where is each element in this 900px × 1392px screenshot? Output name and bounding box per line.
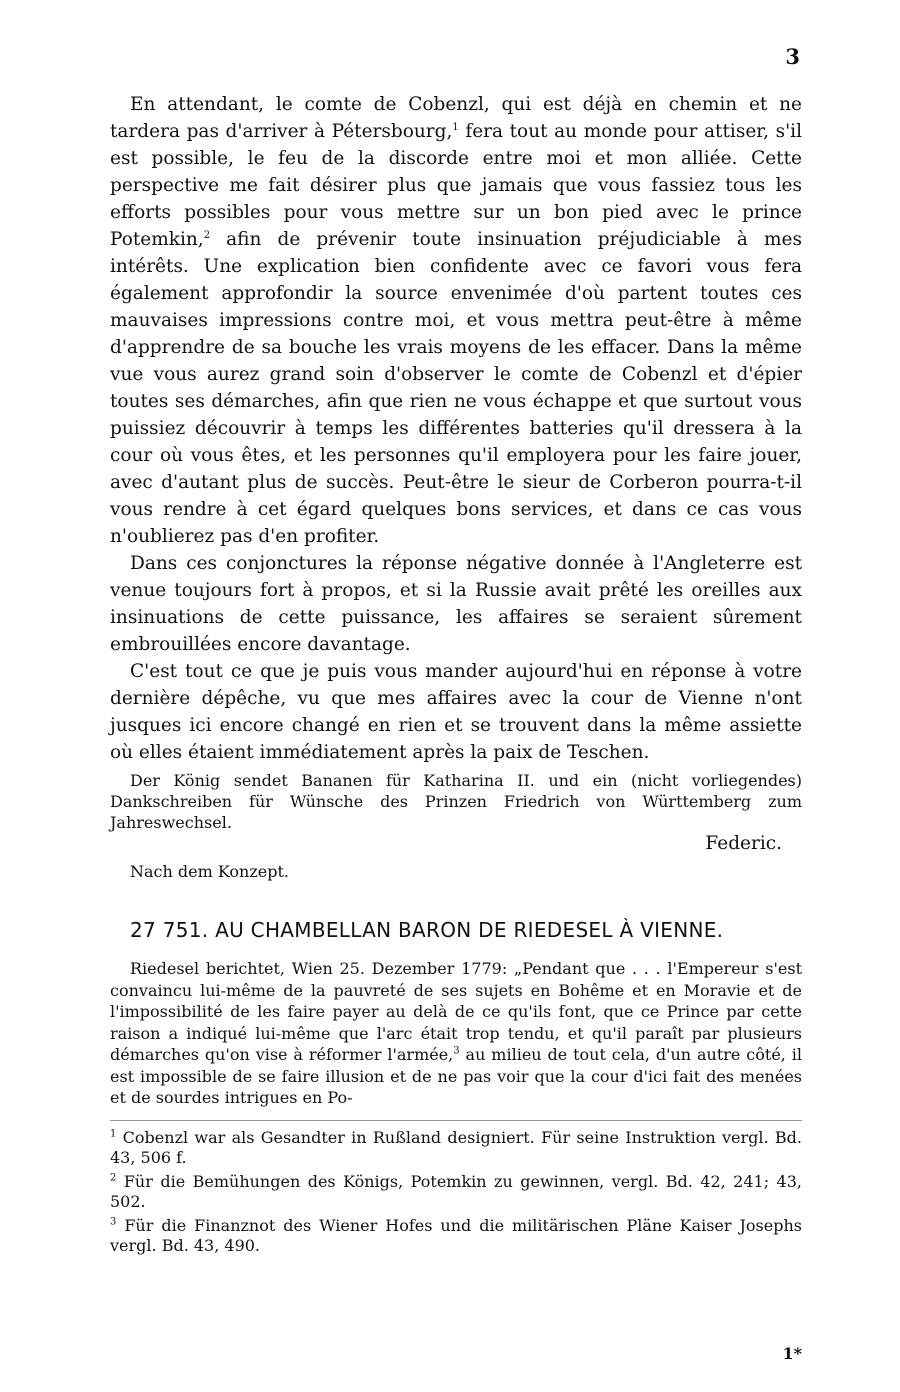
footnote-number: 2	[110, 1172, 117, 1184]
excerpt-paragraph	[110, 958, 802, 1109]
footnote-number: 3	[110, 1216, 117, 1228]
footnote-reference[interactable]: 1	[452, 121, 459, 133]
source-note: Nach dem Konzept.	[130, 862, 289, 881]
footnote-text: Für die Bemühungen des Königs, Potemkin zu gewinnen, vergl. Bd. 42, 241; 43, 502.	[110, 1172, 802, 1211]
paragraph-text: Dans ces conjonctures la réponse négative donnée à l'Angleterre est venue toujours fort à propos, et si la Russie avait prêté les oreilles aux insinuations de cette puissance, les affaires se seraient sûrement embrouillées encore davantage.	[110, 553, 802, 655]
printer-signature-mark: 1*	[782, 1344, 802, 1363]
footnote	[110, 1216, 802, 1256]
footnote-reference[interactable]: 2	[203, 229, 211, 241]
paragraph-text: En attendant, le comte de Cobenzl, qui est déjà en chemin et ne tardera pas d'arriver à Pétersbourg,	[110, 94, 802, 142]
letter-paragraph	[110, 658, 802, 766]
paragraph-text: C'est tout ce que je puis vous mander aujourd'hui en réponse à votre dernière dépêche, vu que mes affaires avec la cour de Vienne n'ont jusques ici encore changé en rien et se trouvent dans la même assiette où elles étaient immédiatement après la paix de Teschen.	[110, 661, 802, 763]
page-number: 3	[785, 44, 800, 69]
footnote	[110, 1172, 802, 1212]
footnote	[110, 1128, 802, 1168]
footnote-text: Für die Finanznot des Wiener Hofes und die militärischen Pläne Kaiser Josephs vergl. Bd. 43, 490.	[110, 1216, 802, 1255]
document-heading: 27 751. AU CHAMBELLAN BARON DE RIEDESEL À VIENNE.	[130, 918, 724, 942]
footnote-text: Cobenzl war als Gesandter in Rußland designiert. Für seine Instruktion vergl. Bd. 43, 506 f.	[110, 1128, 802, 1167]
paragraph-text: afin de prévenir toute insinuation préjudiciable à mes intérêts. Une explication bien confidente avec ce favori vous fera également approfondir la source envenimée d'où partent toutes ces mauvaises impressions contre moi, et vous mettra peut-être à même d'apprendre de sa bouche les vrais moyens de les effacer. Dans la même vue vous aurez grand soin d'observer le comte de Cobenzl et d'épier toutes ses démarches, afin que rien ne vous échappe et que surtout vous puissiez découvrir à temps les différentes batteries qu'il dressera à la cour où vous êtes, et les personnes qu'il employera pour les faire jouer, avec d'autant plus de succès. Peut-être le sieur de Corberon pourra-t-il vous rendre à cet égard quelques bons services, et dans ce cas vous n'oublierez pas d'en profiter.	[110, 229, 802, 547]
excerpt-text: Riedesel berichtet, Wien 25. Dezember 1779: „Pendant que . . . l'Empereur s'est convaincu lui-même de la pauvreté de ses sujets en Bohême et en Moravie et de l'impossibilité de les faire payer au delà de ce qu'ils font, que ce Prince par cette raison a indiqué lui-même que l'arc était trop tendu, et qu'il paraît par plusieurs démarches qu'on vise à réformer l'armée,	[110, 959, 802, 1064]
editorial-summary	[110, 770, 802, 833]
footnote-divider	[110, 1120, 802, 1121]
footnotes	[110, 1128, 802, 1260]
letter-paragraph	[110, 91, 802, 550]
report-excerpt	[110, 958, 802, 1109]
letter-paragraph	[110, 550, 802, 658]
excerpt-text: au milieu de tout cela, d'un autre côté, il est impossible de se faire illusion et de ne pas voir que la cour d'ici fait des menées et de sourdes intrigues en Po-	[110, 1045, 803, 1107]
paragraph-text: fera tout au monde pour attiser, s'il est possible, le feu de la discorde entre moi et mon alliée. Cette perspective me fait désirer plus que jamais que vous fassiez tous les efforts possibles pour vous mettre sur un bon pied avec le prince Potemkin,	[110, 121, 803, 250]
signature: Federic.	[705, 833, 782, 854]
summary-text: Der König sendet Bananen für Katharina II. und ein (nicht vorliegendes) Dankschreiben für Wünsche des Prinzen Friedrich von Württemberg zum Jahreswechsel.	[110, 771, 802, 832]
letter-body	[110, 91, 802, 766]
footnote-number: 1	[110, 1128, 117, 1140]
footnote-reference[interactable]: 3	[453, 1045, 460, 1057]
